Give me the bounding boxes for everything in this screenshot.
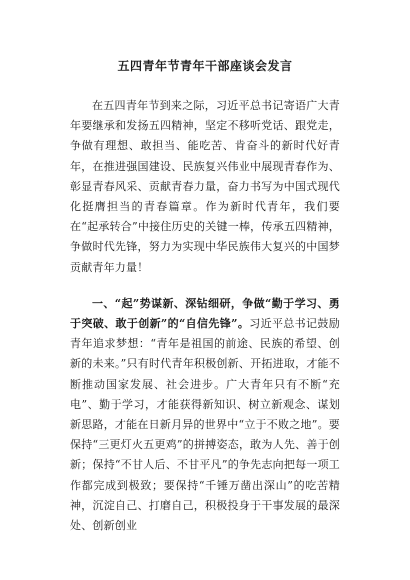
paragraph-section-one — [70, 294, 340, 536]
document-title: 五四青年节青年干部座谈会发言 — [117, 59, 293, 73]
section-one-body: 习近平总书记鼓励青年追求梦想：“青年是祖国的前途、民族的希望、创新的未来。”只有时代青年积极创新、开拓进取，才能不断推动国家发展、社会进步。广大青年只有不断“充电”、勤于学习，才能获得新知识、树立新观念、谋划新思路，才能在日新月异的世界中“立于不败之地”。要保持“三更灯火五更鸡”的拼搏姿态，敢为人先、善于创新；保持“不甘人后、不甘平凡”的争先志向把每一项工作都完成到极致；要保持“千锤万凿出深山”的吃苦精神，沉淀自己、打磨自己，积极投身于干事发展的最深处、创新创业 — [70, 317, 340, 533]
section-one-heading: 一、“起”势谋新、深钻细研，争做“勤于学习、勇于突破、敢于创新”的“自信先锋”。 — [70, 296, 340, 331]
paragraph-intro: 在五四青年节到来之际，习近平总书记寄语广大青年要继承和发扬五四精神，坚定不移听党话、跟党走，争做有理想、敢担当、能吃苦、肯奋斗的新时代好青年，在推进强国建设、民族复兴伟业中展现青春作为、彰显青春风采、贡献青春力量，奋力书写为中国式现代化挺膺担当的青春篇章。作为新时代青年，我们要在“起承转合”中接住历史的关键一棒，传承五四精神，争做时代先锋，努力为实现中华民族伟大复兴的中国梦贡献青年力量！ — [70, 99, 340, 274]
